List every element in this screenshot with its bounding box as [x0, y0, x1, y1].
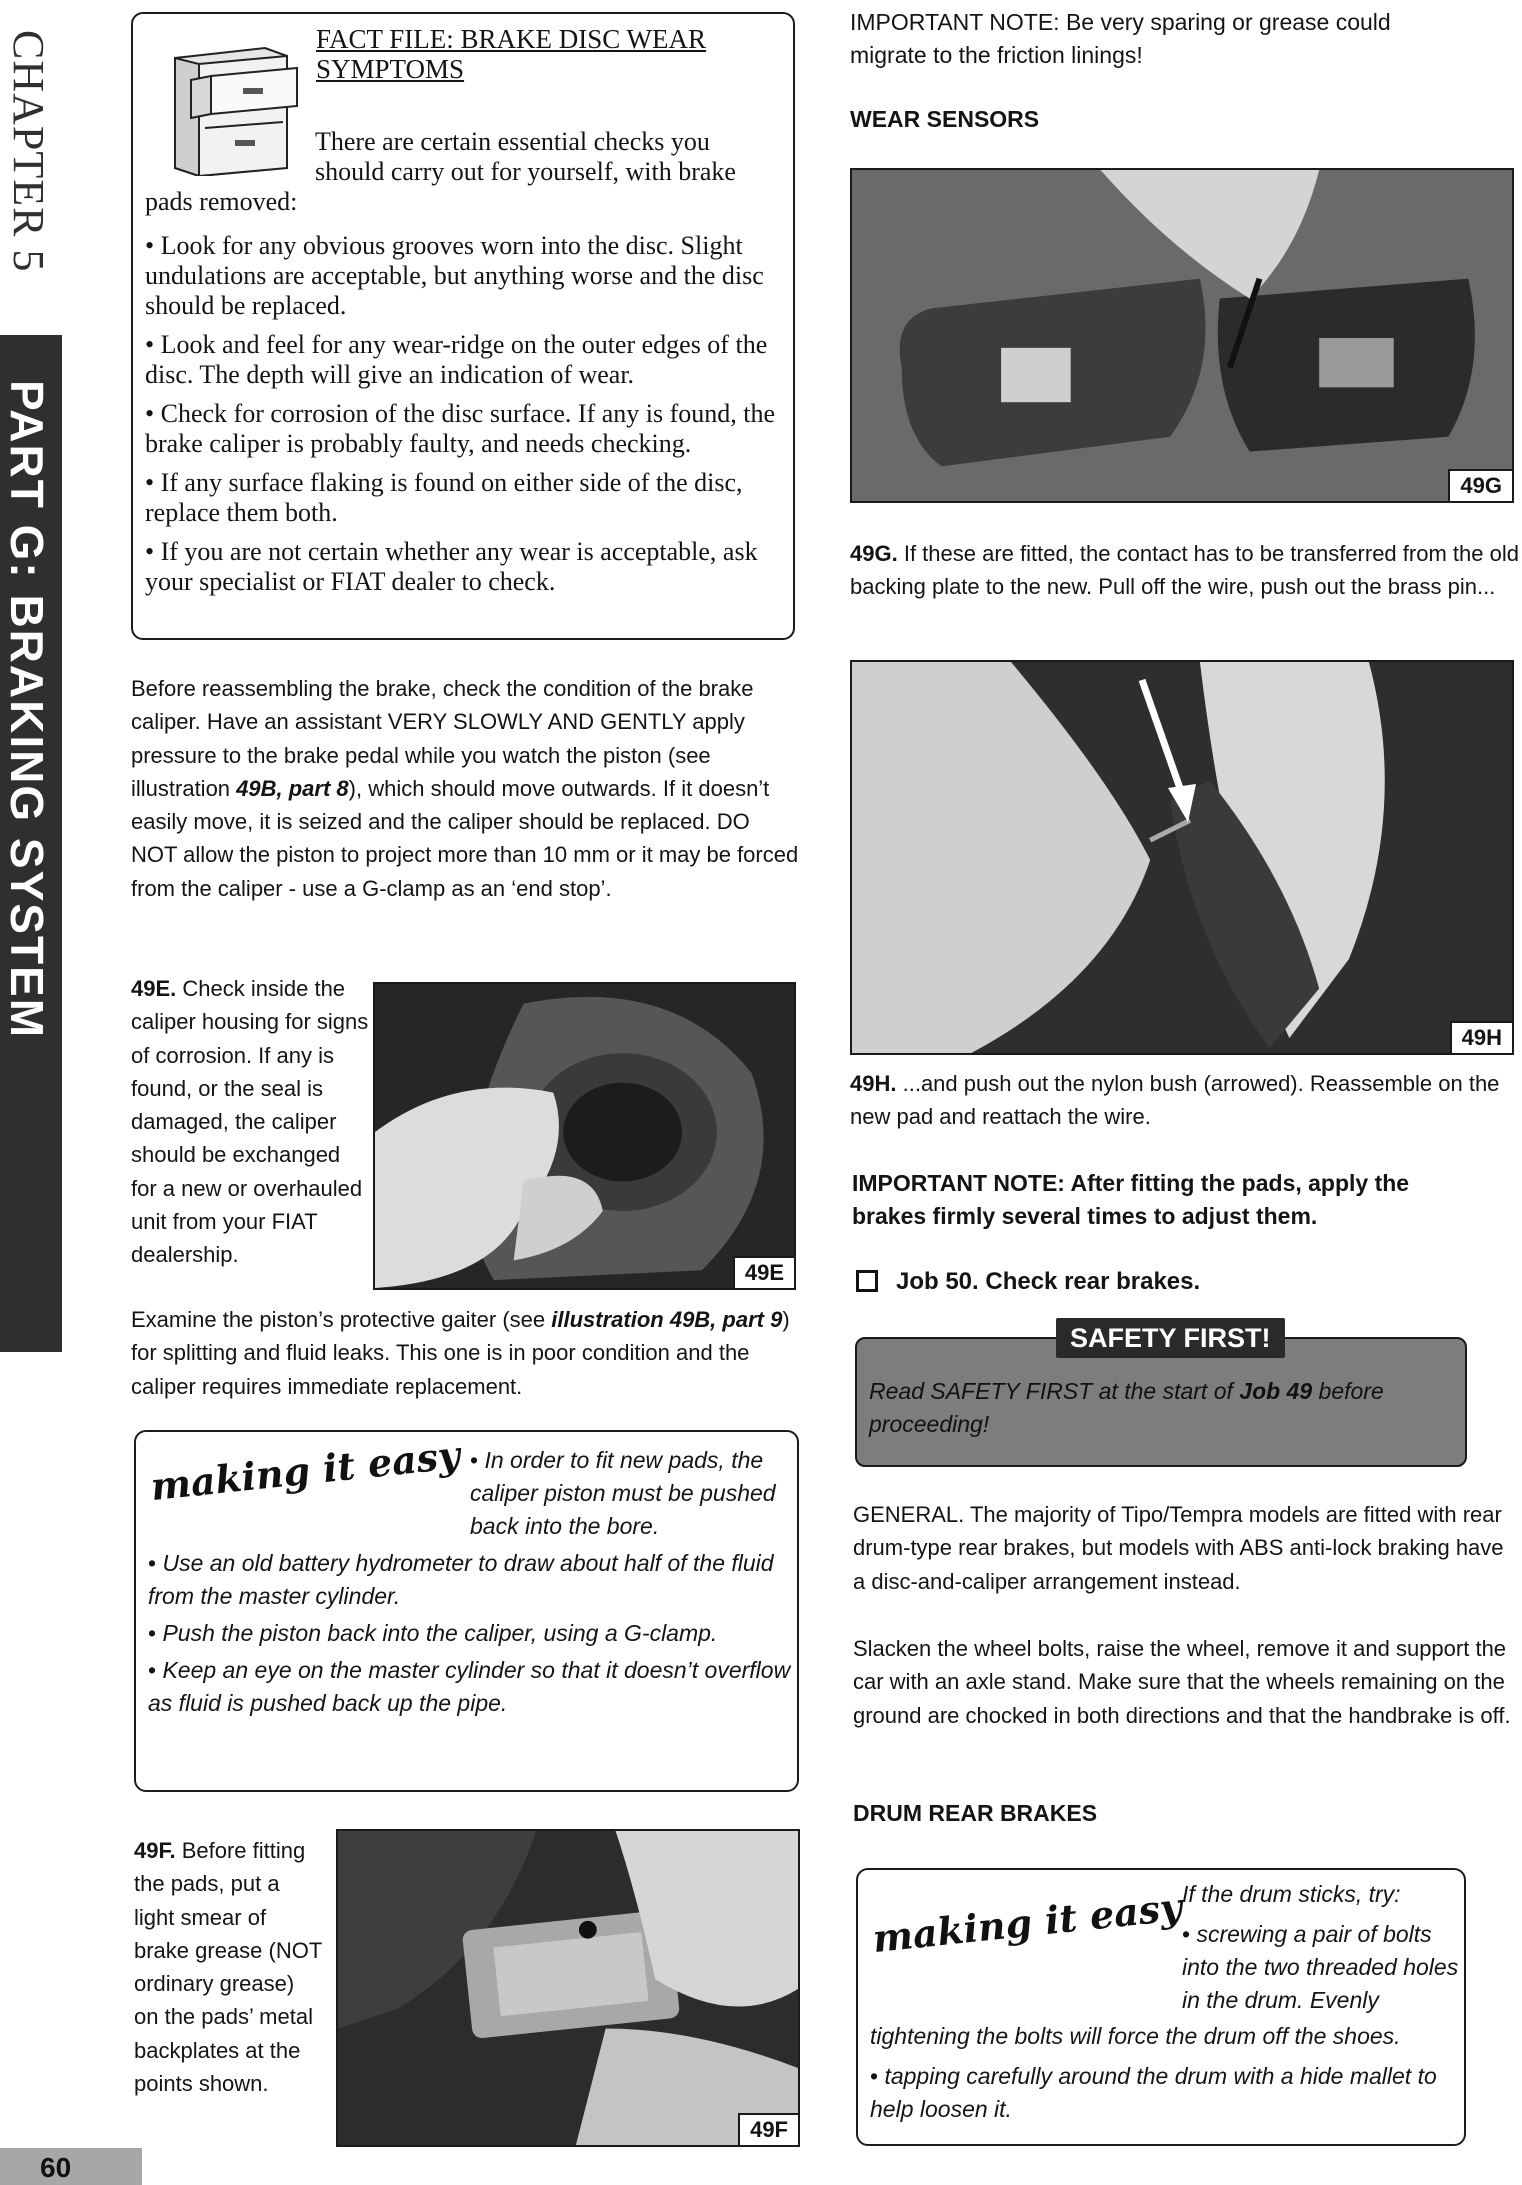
fact-file-list: [145, 231, 790, 606]
page-number: 60: [40, 2152, 72, 2183]
safety-first-text: Read SAFETY FIRST at the start of Job 49 before proceeding!: [869, 1378, 1384, 1437]
list-item: • Push the piston back into the caliper, using a G-clamp.: [148, 1617, 793, 1650]
list-item: • If you are not certain whether any wear is acceptable, ask your specialist or FIAT dealer to check.: [145, 537, 790, 597]
drum-tip-2: tapping carefully around the drum with a hide mallet to help loosen it.: [870, 2063, 1437, 2122]
job-50-heading: Job 50. Check rear brakes.: [856, 1268, 1200, 1296]
reassembly-paragraph: Before reassembling the brake, check the condition of the brake caliper. Have an assistant VERY SLOWLY AND GENTLY apply pressure to the brake pedal while you watch the piston (see illustration 49B, part 8), which should move outwards. If it doesn’t easily move, it is seized and the caliper should be replaced. DO NOT allow the piston to project more than 10 mm or it may be forced from the caliper - use a G-clamp as an ‘end stop’.: [131, 676, 799, 901]
page-number-tab: [0, 2148, 142, 2185]
step-49f-text: 49F. Before fitting the pads, put a light smear of brake grease (NOT ordinary grease) on the pads’ metal backplates at the points shown.: [134, 1838, 322, 2097]
list-item: • Check for corrosion of the disc surface. If any is found, the brake caliper is probably faulty, and needs checking.: [145, 399, 790, 459]
photo-49e: [373, 982, 796, 1290]
photo-49e-tag: 49E: [733, 1256, 794, 1288]
fact-file-title: FACT FILE: BRAKE DISC WEAR SYMPTOMS: [316, 24, 707, 84]
slacken-paragraph: Slacken the wheel bolts, raise the wheel, remove it and support the car with an axle stand. Make sure that the wheels remaining on the ground are chocked in both directions and that the handbrake is off.: [853, 1636, 1511, 1728]
list-item: • Keep an eye on the master cylinder so that it doesn’t overflow as fluid is pushed back up the pipe.: [148, 1654, 793, 1720]
step-49h-text: 49H. ...and push out the nylon bush (arrowed). Reassemble on the new pad and reattach the wire.: [850, 1071, 1500, 1130]
list-item: • If any surface flaking is found on either side of the disc, replace them both.: [145, 468, 790, 528]
making-it-easy-logo-2: making it easy: [870, 1883, 1185, 1962]
checkbox-icon: [856, 1270, 878, 1292]
photo-49f-tag: 49F: [738, 2113, 798, 2145]
important-note-grease: IMPORTANT NOTE: Be very sparing or grease could migrate to the friction linings!: [850, 9, 1391, 68]
drum-rear-brakes-heading: DRUM REAR BRAKES: [853, 1800, 1098, 1826]
drum-tip-1a: screwing a pair of bolts into the two threaded holes in the drum. Evenly: [1182, 1921, 1459, 2013]
fact-file-box: [131, 12, 795, 640]
making-it-easy-box: [134, 1430, 799, 1792]
photo-49g-tag: 49G: [1448, 469, 1512, 501]
making-it-easy-box-2: making it easy If the drum sticks, try: • screwing a pair of bolts into the two threaded holes in the drum. Evenly tightening the bolts will force the drum off the shoes. • tapping carefully around the drum with a hide mallet to help loosen it.: [856, 1868, 1466, 2146]
photo-49h-tag: 49H: [1450, 1021, 1512, 1053]
general-paragraph: GENERAL. The majority of Tipo/Tempra models are fitted with rear drum-type rear brakes, but models with ABS anti-lock braking have a disc-and-caliper arrangement instead.: [853, 1502, 1504, 1594]
arrow-icon: [1138, 676, 1198, 826]
photo-49g: [850, 168, 1514, 503]
step-49g-text: 49G. If these are fitted, the contact has to be transferred from the old backing plate to the new. Pull off the wire, push out the brass pin...: [850, 541, 1519, 600]
list-item: • Use an old battery hydrometer to draw about half of the fluid from the master cylinder.: [148, 1547, 793, 1613]
photo-49f: [336, 1829, 800, 2147]
safety-first-header: SAFETY FIRST!: [1056, 1318, 1285, 1358]
step-49e-text-cont: Examine the piston’s protective gaiter (see illustration 49B, part 9) for splitting and fluid leaks. This one is in poor condition and the caliper requires immediate replacement.: [131, 1307, 790, 1399]
important-note-adjust: IMPORTANT NOTE: After fitting the pads, apply the brakes firmly several times to adjust them.: [852, 1170, 1410, 1229]
part-label: PART G: BRAKING SYSTEM: [1, 380, 53, 1040]
list-item: • In order to fit new pads, the caliper piston must be pushed back into the bore.: [470, 1444, 793, 1543]
drum-tip-lead: If the drum sticks, try:: [1182, 1881, 1401, 1907]
making-it-easy-logo: making it easy: [148, 1431, 463, 1510]
list-item: • Look for any obvious grooves worn into the disc. Slight undulations are acceptable, but anything worse and the disc should be replaced.: [145, 231, 790, 321]
list-item: • Look and feel for any wear-ridge on the outer edges of the disc. The depth will give an indication of wear.: [145, 330, 790, 390]
drum-tip-1b: tightening the bolts will force the drum off the shoes.: [870, 2023, 1401, 2049]
step-49e-text: 49E. Check inside the caliper housing for signs of corrosion. If any is found, or the seal is damaged, the caliper should be exchanged for a new or overhauled unit from your FIAT dealership.: [131, 976, 369, 1268]
wear-sensors-heading: WEAR SENSORS: [850, 106, 1040, 132]
chapter-label: CHAPTER 5: [4, 30, 53, 273]
fact-file-intro: There are certain essential checks you should carry out for yourself, with brake pads removed:: [145, 127, 736, 216]
